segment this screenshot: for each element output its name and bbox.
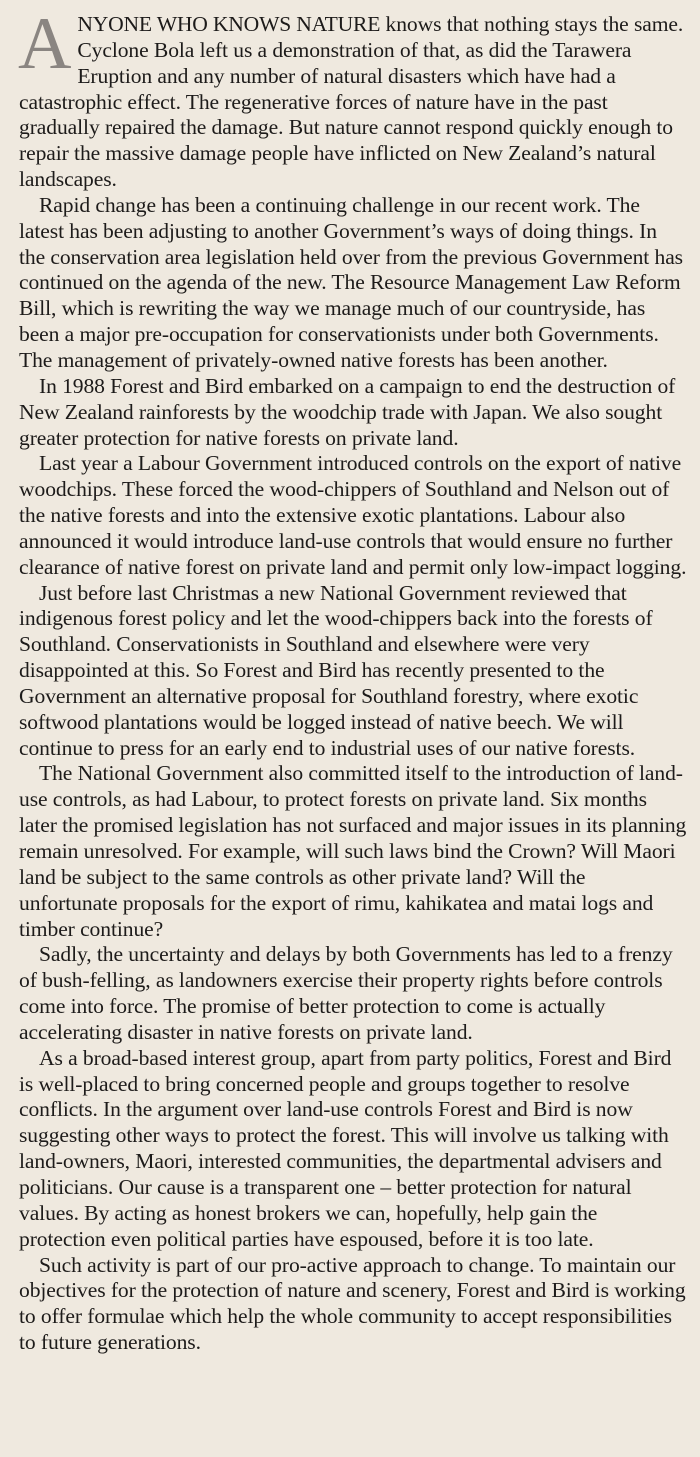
paragraph-6: The National Government also committed itself to the introduction of land-use controls, as had Labour, to protect forests on private land. Six months later the promised legislation has not surfaced and major issues in its planning remain unresolved. For example, will such laws bind the Crown? Will Maori land be subject to the same controls as other private land? Will the unfortunate proposals for the export of rimu, kahikatea and matai logs and timber continue?: [19, 761, 687, 941]
paragraph-4: Last year a Labour Government introduced controls on the export of native woodchips. These forced the wood-chippers of Southland and Nelson out of the native forests and into the extensive exotic plantations. Labour also announced it would introduce land-use controls that would ensure no further clearance of native forest on private land and permit only low-impact logging.: [19, 451, 687, 579]
drop-cap-letter: A: [18, 3, 72, 85]
paragraph-3: In 1988 Forest and Bird embarked on a campaign to end the destruction of New Zealand rainforests by the woodchip trade with Japan. We also sought greater protection for native forests on private land.: [19, 373, 676, 450]
paragraph-1-text: knows that nothing stays the same. Cyclone Bola left us a demonstration of that, as did the Tarawera Eruption and any number of natural disasters which have had a catastrophic effect. The regenerative forces of nature have in the past gradually repaired the damage. But nature cannot respond quickly enough to repair the massive damage people have inflicted on New Zealand’s natural landscapes.: [19, 12, 684, 192]
paragraph-7: Sadly, the uncertainty and delays by both Governments has led to a frenzy of bush-felling, as landowners exercise their property rights before controls come into force. The promise of better protection to come is actually accelerating disaster in native forests on private land.: [19, 942, 673, 1044]
paragraph-8: As a broad-based interest group, apart from party politics, Forest and Bird is well-placed to bring concerned people and groups together to resolve conflicts. In the argument over land-use controls Forest and Bird is now suggesting other ways to protect the forest. This will involve us talking with land-owners, Maori, interested communities, the departmental advisers and politicians. Our cause is a transparent one – better protection for natural values. By acting as honest brokers we can, hopefully, help gain the protection even political parties have espoused, before it is too late.: [19, 1045, 672, 1251]
paragraph-9: Such activity is part of our pro-active approach to change. To maintain our objectives for the protection of nature and scenery, Forest and Bird is working to offer formulae which help the whole community to accept responsibilities to future generations.: [19, 1252, 686, 1355]
paragraph-2: Rapid change has been a continuing challenge in our recent work. The latest has been adjusting to another Government’s ways of doing things. In the conservation area legislation held over from the previous Government has continued on the agenda of the new. The Resource Management Law Reform Bill, which is rewriting the way we manage much of our countryside, has been a major pre-occupation for conservationists under both Governments. The management of privately-owned native forests has been another.: [19, 192, 683, 372]
paragraph-1: [18, 3, 687, 193]
article-column: [18, 3, 687, 1356]
lead-in-small-caps: NYONE WHO KNOWS NATURE: [77, 12, 381, 36]
paragraph-5: Just before last Christmas a new National Government reviewed that indigenous forest policy and let the wood-chippers back into the forests of Southland. Conservationists in Southland and elsewhere were very disappointed at this. So Forest and Bird has recently presented to the Government an alternative proposal for Southland forestry, where exotic softwood plantations would be logged instead of native beech. We will continue to press for an early end to industrial uses of our native forests.: [19, 580, 653, 760]
